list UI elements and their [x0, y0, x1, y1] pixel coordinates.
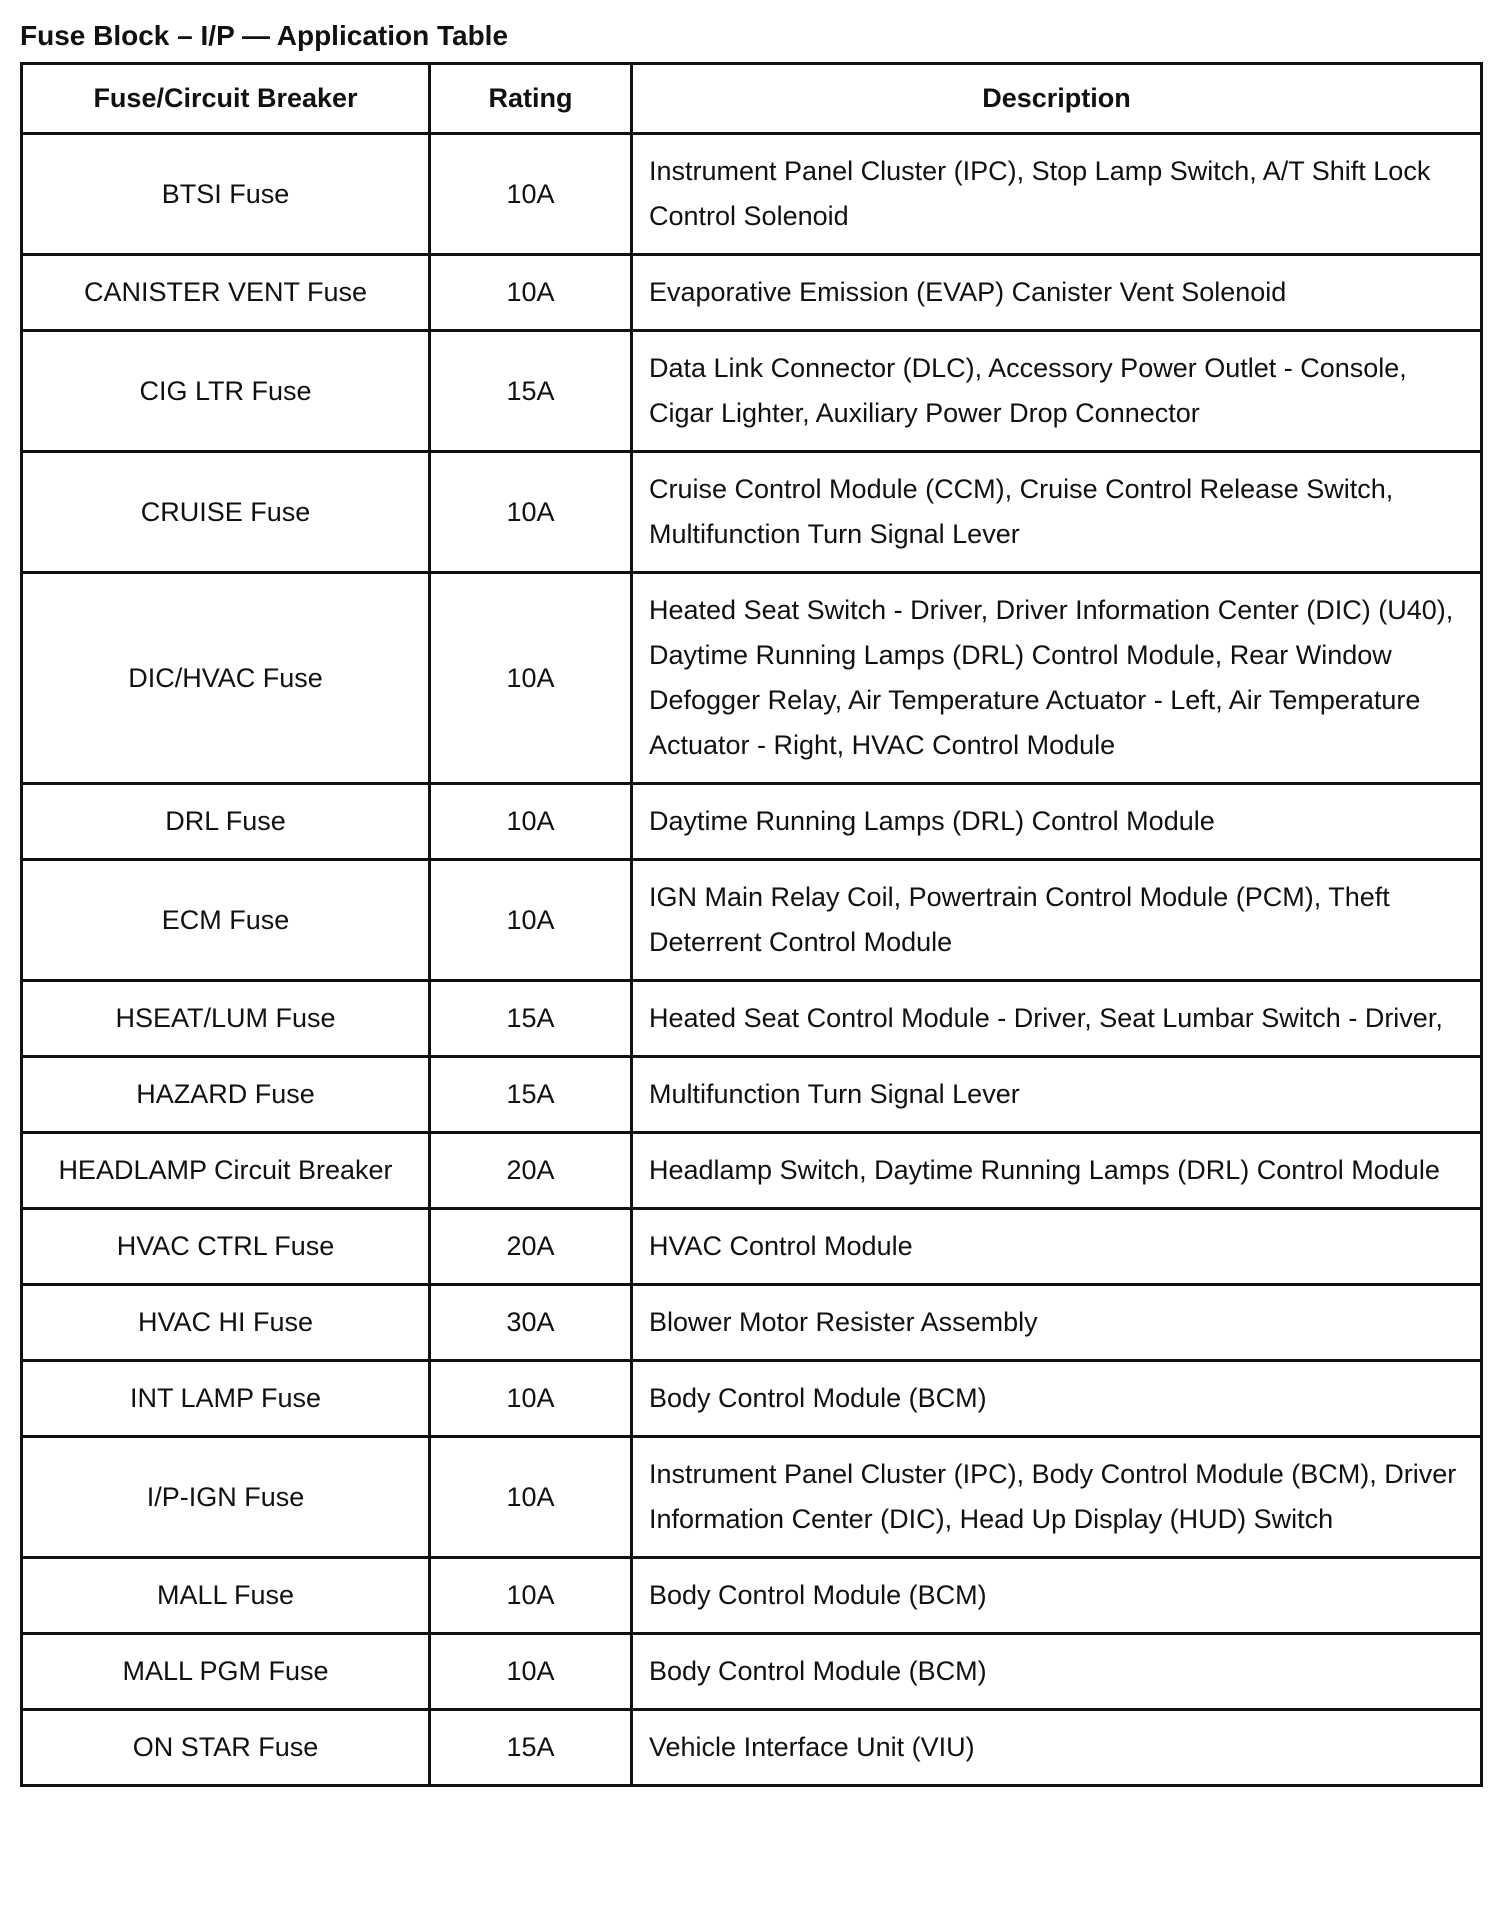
fuse-name-cell: BTSI Fuse — [22, 134, 430, 255]
fuse-name-cell: CIG LTR Fuse — [22, 331, 430, 452]
table-row — [22, 573, 1482, 784]
fuse-name-cell: HAZARD Fuse — [22, 1057, 430, 1133]
fuse-application-table — [20, 62, 1483, 1787]
rating-cell: 15A — [430, 1057, 632, 1133]
description-cell: Headlamp Switch, Daytime Running Lamps (DRL) Control Module — [632, 1133, 1482, 1209]
description-cell: Instrument Panel Cluster (IPC), Stop Lamp Switch, A/T Shift Lock Control Solenoid — [632, 134, 1482, 255]
fuse-name-cell: MALL PGM Fuse — [22, 1634, 430, 1710]
table-row — [22, 1133, 1482, 1209]
rating-cell: 10A — [430, 573, 632, 784]
table-row — [22, 331, 1482, 452]
column-header-description: Description — [632, 64, 1482, 134]
description-cell: HVAC Control Module — [632, 1209, 1482, 1285]
description-cell: Body Control Module (BCM) — [632, 1634, 1482, 1710]
description-cell: Heated Seat Control Module - Driver, Seat Lumbar Switch - Driver, — [632, 981, 1482, 1057]
rating-cell: 10A — [430, 255, 632, 331]
rating-cell: 10A — [430, 1634, 632, 1710]
fuse-name-cell: DIC/HVAC Fuse — [22, 573, 430, 784]
fuse-name-cell: HVAC CTRL Fuse — [22, 1209, 430, 1285]
table-row — [22, 981, 1482, 1057]
rating-cell: 10A — [430, 860, 632, 981]
column-header-fuse: Fuse/Circuit Breaker — [22, 64, 430, 134]
fuse-name-cell: CRUISE Fuse — [22, 452, 430, 573]
description-cell: Body Control Module (BCM) — [632, 1361, 1482, 1437]
header-row — [22, 64, 1482, 134]
description-cell: Evaporative Emission (EVAP) Canister Vent Solenoid — [632, 255, 1482, 331]
fuse-name-cell: DRL Fuse — [22, 784, 430, 860]
description-cell: Vehicle Interface Unit (VIU) — [632, 1710, 1482, 1786]
fuse-name-cell: CANISTER VENT Fuse — [22, 255, 430, 331]
rating-cell: 10A — [430, 1558, 632, 1634]
description-cell: Daytime Running Lamps (DRL) Control Module — [632, 784, 1482, 860]
rating-cell: 10A — [430, 1437, 632, 1558]
description-cell: Blower Motor Resister Assembly — [632, 1285, 1482, 1361]
fuse-name-cell: ON STAR Fuse — [22, 1710, 430, 1786]
table-row — [22, 1209, 1482, 1285]
fuse-name-cell: ECM Fuse — [22, 860, 430, 981]
description-cell: Heated Seat Switch - Driver, Driver Information Center (DIC) (U40), Daytime Running Lamps (DRL) Control Module, Rear Window Defogger Relay, Air Temperature Actuator - Left, Air Temperature Actuator - Right, HVAC Control Module — [632, 573, 1482, 784]
fuse-name-cell: HSEAT/LUM Fuse — [22, 981, 430, 1057]
rating-cell: 30A — [430, 1285, 632, 1361]
rating-cell: 10A — [430, 1361, 632, 1437]
fuse-name-cell: I/P-IGN Fuse — [22, 1437, 430, 1558]
rating-cell: 15A — [430, 331, 632, 452]
table-row — [22, 1437, 1482, 1558]
fuse-name-cell: HVAC HI Fuse — [22, 1285, 430, 1361]
fuse-name-cell: INT LAMP Fuse — [22, 1361, 430, 1437]
table-row — [22, 134, 1482, 255]
rating-cell: 10A — [430, 134, 632, 255]
table-row — [22, 1558, 1482, 1634]
rating-cell: 15A — [430, 981, 632, 1057]
fuse-name-cell: MALL Fuse — [22, 1558, 430, 1634]
table-row — [22, 452, 1482, 573]
table-title: Fuse Block – I/P — Application Table — [20, 20, 509, 51]
rating-cell: 15A — [430, 1710, 632, 1786]
description-cell: IGN Main Relay Coil, Powertrain Control Module (PCM), Theft Deterrent Control Module — [632, 860, 1482, 981]
rating-cell: 20A — [430, 1133, 632, 1209]
table-row — [22, 1361, 1482, 1437]
table-row — [22, 255, 1482, 331]
table-row — [22, 1057, 1482, 1133]
rating-cell: 20A — [430, 1209, 632, 1285]
rating-cell: 10A — [430, 784, 632, 860]
description-cell: Data Link Connector (DLC), Accessory Power Outlet - Console, Cigar Lighter, Auxiliary Power Drop Connector — [632, 331, 1482, 452]
fuse-name-cell: HEADLAMP Circuit Breaker — [22, 1133, 430, 1209]
column-header-rating: Rating — [430, 64, 632, 134]
table-row — [22, 1710, 1482, 1786]
description-cell: Instrument Panel Cluster (IPC), Body Control Module (BCM), Driver Information Center (DIC), Head Up Display (HUD) Switch — [632, 1437, 1482, 1558]
table-row — [22, 1285, 1482, 1361]
table-row — [22, 860, 1482, 981]
description-cell: Body Control Module (BCM) — [632, 1558, 1482, 1634]
description-cell: Multifunction Turn Signal Lever — [632, 1057, 1482, 1133]
description-cell: Cruise Control Module (CCM), Cruise Control Release Switch, Multifunction Turn Signal Lever — [632, 452, 1482, 573]
table-row — [22, 784, 1482, 860]
rating-cell: 10A — [430, 452, 632, 573]
table-row — [22, 1634, 1482, 1710]
